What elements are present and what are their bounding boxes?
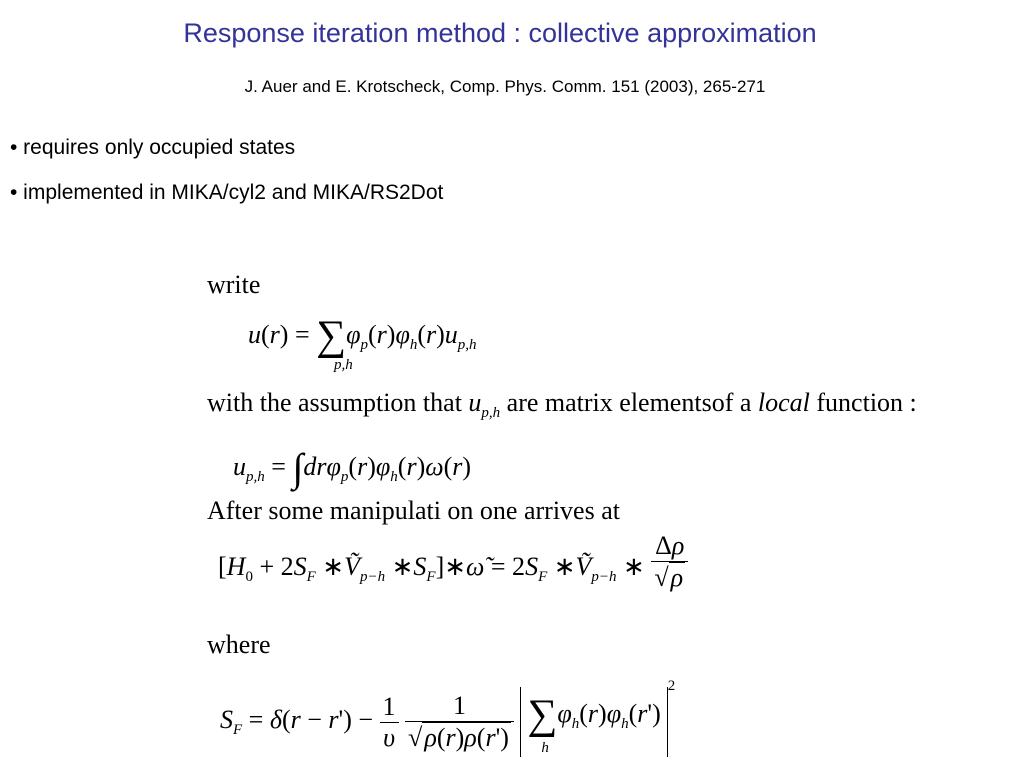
reference-citation: J. Auer and E. Krotscheck, Comp. Phys. Comm. 151 (2003), 265-271 (244, 77, 766, 96)
sum-index-ph: p,h (334, 357, 353, 373)
equation-sf: $S_F = \delta(r - r')$ − $\frac{1}{\upsilon}$ $\frac{1}{√\rho(r)\rho(r')}$ $\sum\varphi_h(r)\varphi_h(r')$ h $^2$ (220, 678, 676, 757)
assumption-line: with the assumption that $u_{p,h}$ are matrix elementsof a local function : (207, 388, 917, 421)
where-label: where (207, 630, 271, 659)
equation-u-expansion: $u(r) = \sum\varphi_p(r)\varphi_h(r)u_{p,h}$ (248, 313, 477, 359)
equation-u-ph-integral: $u_{p,h} = \int dr\varphi_p(r)\varphi_h(r)\omega(r)$ (233, 445, 472, 490)
slide-title: Response iteration method : collective approximation (183, 18, 817, 48)
write-label: write (207, 270, 261, 299)
after-manipulation-line: After some manipulati on one arrives at (207, 496, 620, 525)
bullet-implemented: • implemented in MIKA/cyl2 and MIKA/RS2Dot (10, 181, 444, 204)
bullet-occupied-states: • requires only occupied states (10, 136, 296, 159)
equation-response: [$H_0 + 2S_F$ ∗Ṽ$_{p-h}$ $∗S_F]∗\omegã = 2S_F$ ∗Ṽ$_{p-h}$ ∗ $\frac{\Delta\rho}{√\rho}$ (218, 545, 688, 593)
bullet-list (10, 136, 443, 226)
